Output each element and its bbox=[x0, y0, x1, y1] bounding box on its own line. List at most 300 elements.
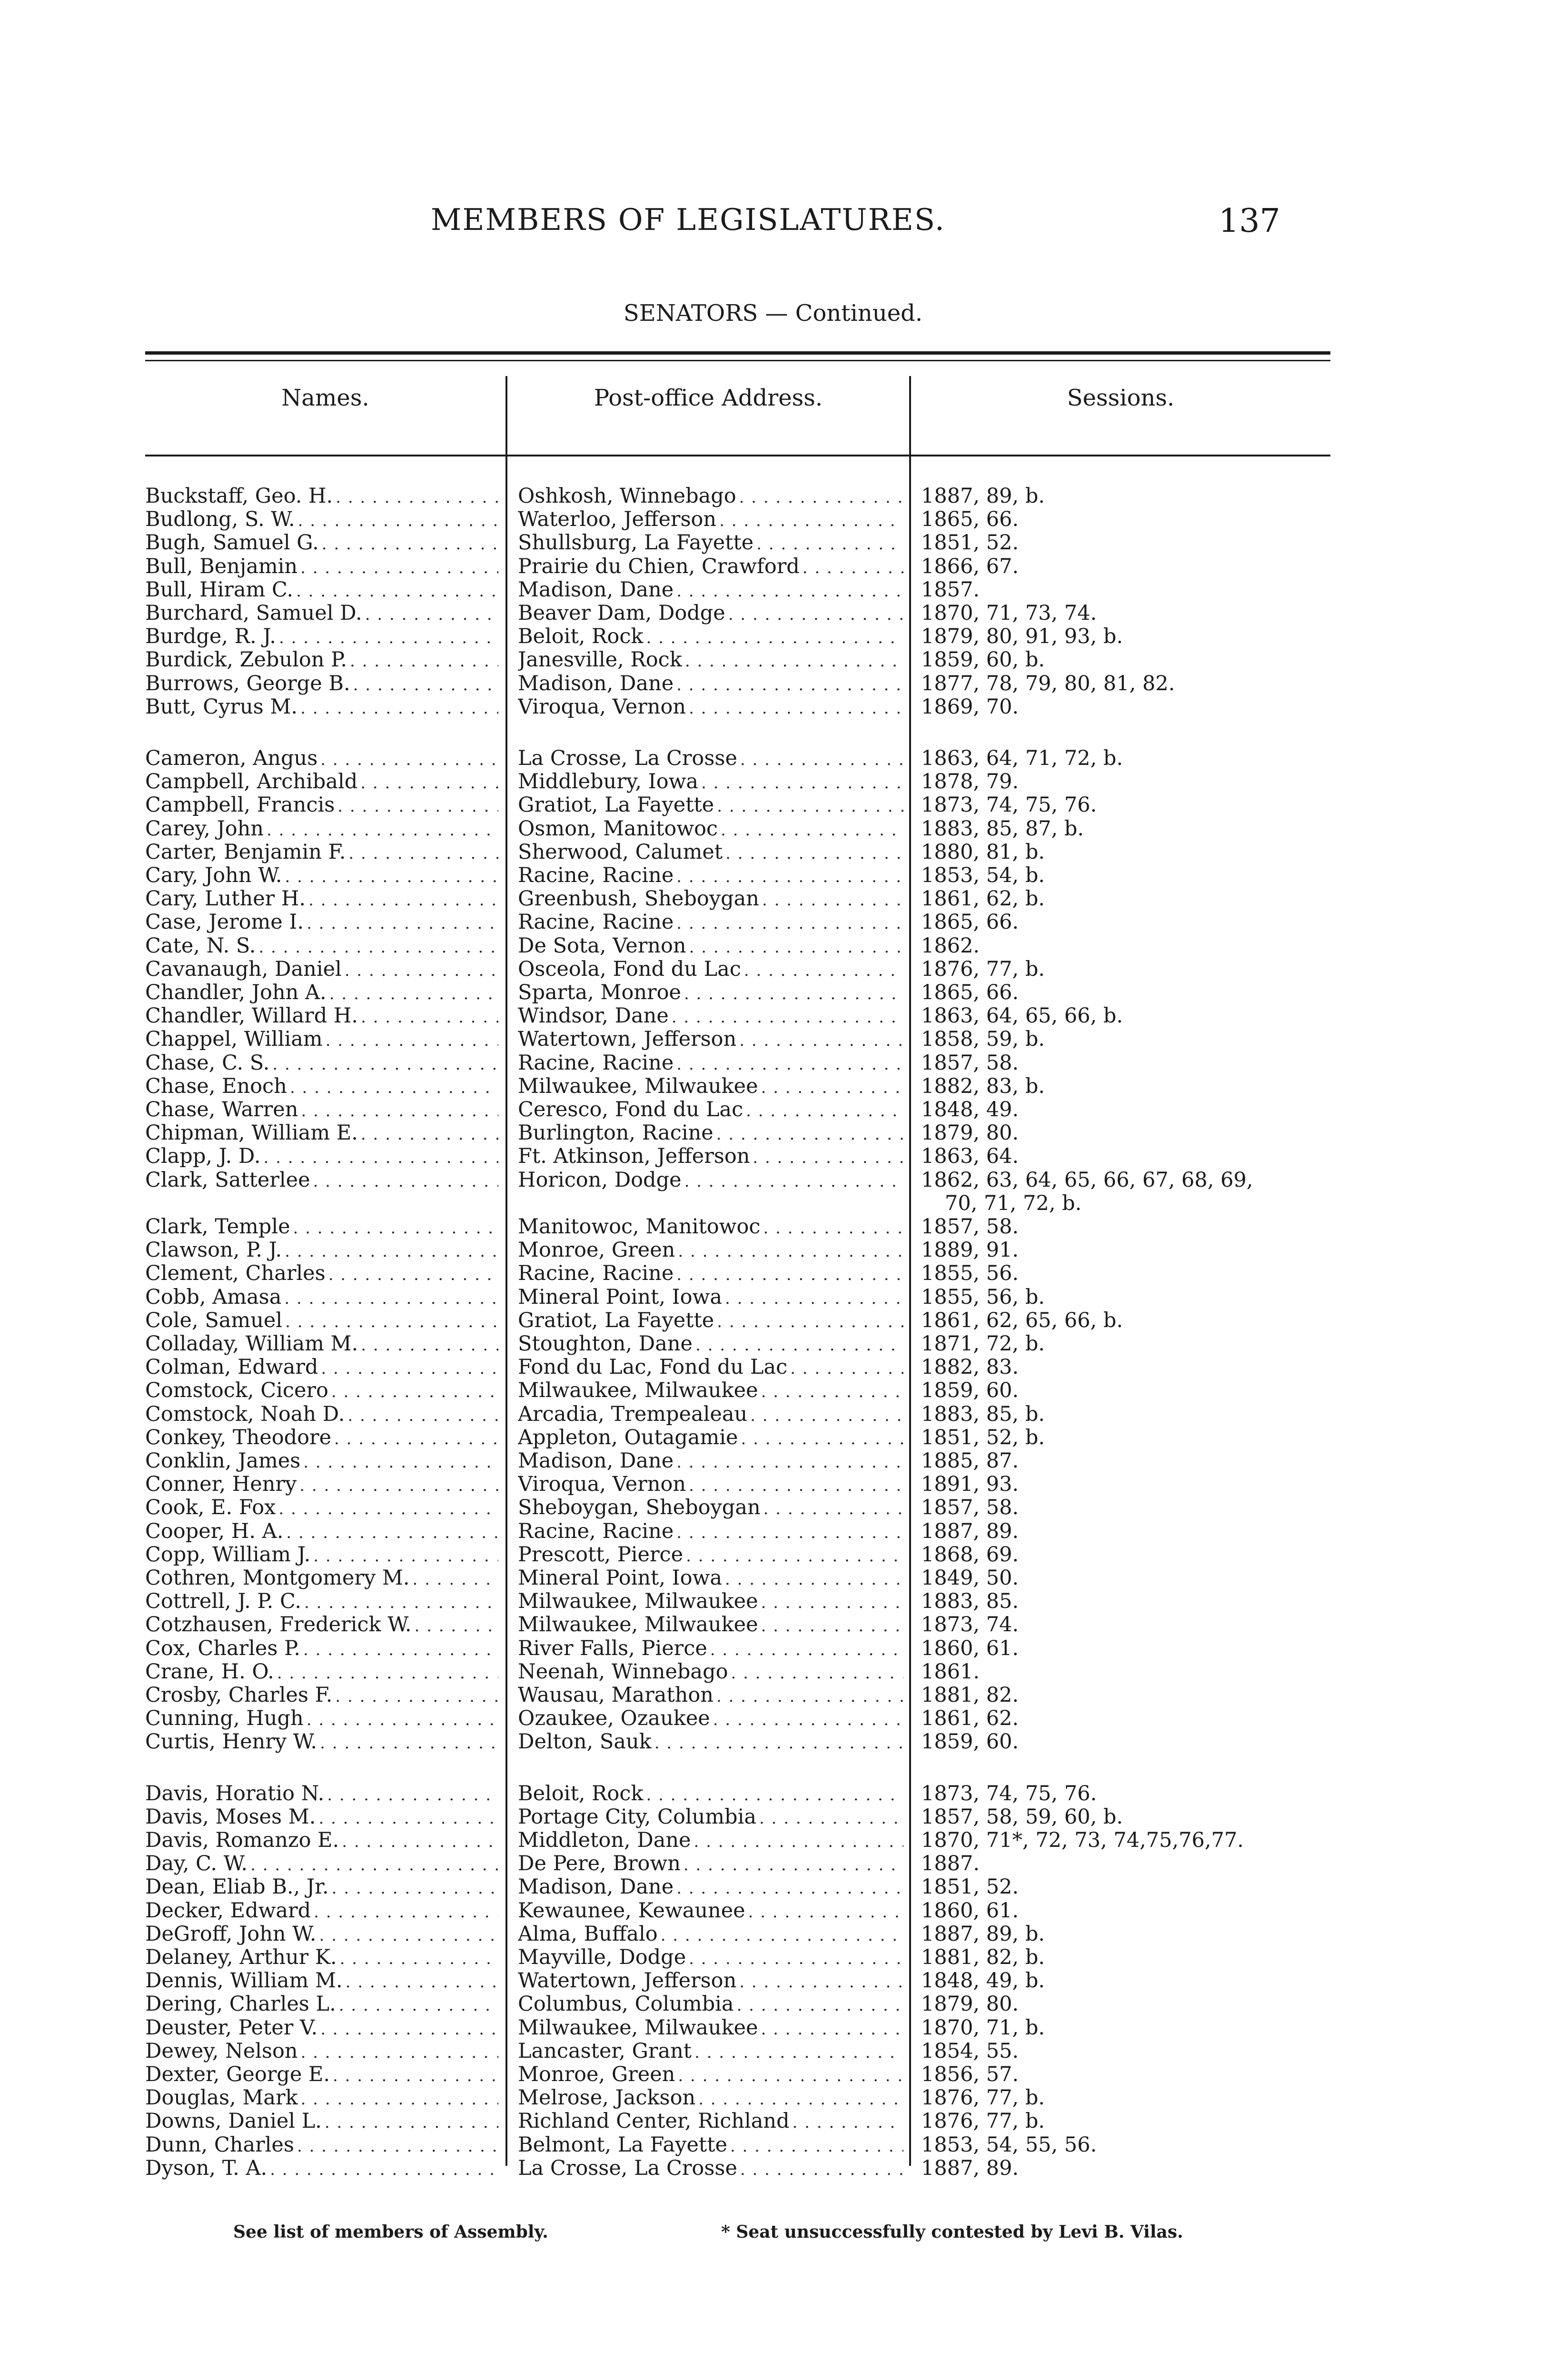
senator-name-text: Chase, Warren bbox=[145, 1098, 298, 1121]
senator-name-text: Clement, Charles bbox=[145, 1262, 326, 1286]
table-row bbox=[0, 1403, 1546, 1426]
senator-name-cell bbox=[145, 1590, 498, 1615]
sessions-cell bbox=[921, 1590, 1330, 1613]
post-office-address-text: Osmon, Manitowoc bbox=[518, 817, 718, 841]
sessions-text: 1855, 56, b. bbox=[921, 1285, 1045, 1309]
dot-leader bbox=[713, 1707, 903, 1732]
sessions-text: 1869, 70. bbox=[921, 694, 1019, 719]
running-head: MEMBERS OF LEGISLATURES. bbox=[431, 202, 945, 237]
sessions-cell bbox=[921, 981, 1330, 1004]
sessions-text: 1849, 50. bbox=[921, 1566, 1019, 1590]
dot-leader bbox=[689, 1473, 903, 1497]
senator-name-cell bbox=[145, 887, 498, 912]
sessions-cell bbox=[921, 770, 1330, 793]
dot-leader bbox=[684, 981, 903, 1006]
post-office-address-text: Shullsburg, La Fayette bbox=[518, 531, 754, 555]
post-office-address-text: Oshkosh, Winnebago bbox=[518, 485, 736, 508]
dot-leader bbox=[307, 911, 498, 935]
sessions-text: 1870, 71, 73, 74. bbox=[921, 601, 1097, 625]
senator-name-text: Davis, Horatio N. bbox=[145, 1782, 325, 1805]
sessions-text: 1857, 58. bbox=[921, 1215, 1019, 1239]
sessions-text: 1882, 83. bbox=[921, 1355, 1019, 1379]
senator-name-text: Crosby, Charles F. bbox=[145, 1684, 333, 1707]
senator-name-cell bbox=[145, 1145, 498, 1170]
dot-leader bbox=[321, 1356, 498, 1380]
dot-leader bbox=[278, 1496, 498, 1521]
dot-leader bbox=[739, 485, 903, 509]
post-office-address-cell bbox=[518, 531, 903, 556]
post-office-address-cell bbox=[518, 1946, 903, 1971]
sessions-text: 1873, 74, 75, 76. bbox=[921, 793, 1097, 817]
dot-leader bbox=[301, 1098, 498, 1123]
senator-name-cell bbox=[145, 1829, 498, 1854]
sessions-text: 1851, 52. bbox=[921, 531, 1019, 555]
post-office-address-text: De Sota, Vernon bbox=[518, 934, 686, 958]
dot-leader bbox=[415, 1613, 498, 1638]
dot-leader bbox=[365, 602, 498, 626]
sessions-cell bbox=[921, 911, 1330, 934]
sessions-cell bbox=[921, 1637, 1330, 1660]
post-office-address-text: Waterloo, Jefferson bbox=[518, 508, 717, 532]
post-office-address-text: Racine, Racine bbox=[518, 1262, 674, 1286]
post-office-address-cell bbox=[518, 2133, 903, 2158]
table-row bbox=[0, 1730, 1546, 1754]
sessions-text: 1859, 60, b. bbox=[921, 648, 1045, 672]
dot-leader bbox=[761, 1379, 903, 1404]
dot-leader bbox=[325, 2110, 498, 2134]
dot-leader bbox=[264, 1145, 498, 1170]
dot-leader bbox=[686, 1543, 903, 1568]
dot-leader bbox=[684, 1852, 903, 1877]
senator-name-text: Campbell, Archibald bbox=[145, 770, 358, 794]
post-office-address-text: Madison, Dane bbox=[518, 1449, 674, 1473]
post-office-address-cell bbox=[518, 887, 903, 912]
senator-name-text: Douglas, Mark bbox=[145, 2086, 298, 2110]
post-office-address-cell bbox=[518, 1707, 903, 1732]
senator-name-text: Buckstaff, Geo. H. bbox=[145, 485, 333, 508]
footnote-right: * Seat unsuccessfully contested by Levi B. Vilas. bbox=[721, 2222, 1183, 2242]
post-office-address-text: Alma, Buffalo bbox=[518, 1922, 658, 1946]
table-row bbox=[0, 1098, 1546, 1121]
table-row bbox=[0, 648, 1546, 672]
sessions-text: 1861. bbox=[921, 1659, 980, 1684]
top-rule-thick bbox=[145, 351, 1330, 355]
table-row bbox=[0, 1051, 1546, 1075]
post-office-address-text: Manitowoc, Manitowoc bbox=[518, 1215, 761, 1239]
sessions-cell bbox=[921, 1004, 1330, 1028]
senator-name-cell bbox=[145, 1730, 498, 1755]
sessions-text: 1887, 89, b. bbox=[921, 1922, 1045, 1946]
table-row bbox=[0, 1567, 1546, 1590]
senator-name-cell bbox=[145, 1473, 498, 1497]
sessions-text: 1862. bbox=[921, 933, 980, 958]
table-row bbox=[0, 1496, 1546, 1519]
sessions-text: 1883, 85. bbox=[921, 1589, 1019, 1614]
senator-name-cell bbox=[145, 911, 498, 935]
sessions-text: 1879, 80. bbox=[921, 1992, 1019, 2016]
senator-name-text: Cook, E. Fox bbox=[145, 1496, 276, 1520]
table-row-continuation bbox=[0, 1192, 1546, 1215]
table-row bbox=[0, 1543, 1546, 1567]
post-office-address-text: Sheboygan, Sheboygan bbox=[518, 1496, 761, 1520]
sessions-text: 1860, 61. bbox=[921, 1898, 1019, 1923]
dot-leader bbox=[676, 1262, 903, 1287]
post-office-address-text: Mayville, Dodge bbox=[518, 1946, 686, 1969]
dot-leader bbox=[763, 1496, 903, 1521]
senator-name-text: Cary, John W. bbox=[145, 864, 282, 887]
dot-leader bbox=[676, 1449, 903, 1474]
sessions-text: 1870, 71*, 72, 73, 74,75,76,77. bbox=[921, 1828, 1244, 1852]
dot-leader bbox=[347, 1403, 498, 1428]
sessions-text: 1866, 67. bbox=[921, 554, 1019, 578]
post-office-address-text: Gratiot, La Fayette bbox=[518, 793, 714, 817]
senator-name-text: Burdge, R. J. bbox=[145, 625, 276, 649]
post-office-address-text: Madison, Dane bbox=[518, 578, 674, 602]
post-office-address-cell bbox=[518, 1875, 903, 1900]
dot-leader bbox=[646, 1782, 903, 1807]
sessions-cell bbox=[921, 2040, 1330, 2063]
sessions-text: 1861, 62, 65, 66, b. bbox=[921, 1308, 1123, 1332]
sessions-cell bbox=[921, 1875, 1330, 1899]
senator-name-text: Davis, Moses M. bbox=[145, 1805, 316, 1829]
sessions-cell bbox=[921, 1684, 1330, 1707]
dot-leader bbox=[676, 578, 903, 603]
dot-leader bbox=[719, 508, 903, 533]
sessions-text: 1891, 93. bbox=[921, 1472, 1019, 1497]
dot-leader bbox=[684, 1169, 903, 1193]
senator-name-cell bbox=[145, 1875, 498, 1900]
senator-name-cell bbox=[145, 1286, 498, 1310]
senator-name-text: Campbell, Francis bbox=[145, 793, 335, 817]
sessions-cell bbox=[921, 817, 1330, 841]
post-office-address-text: Delton, Sauk bbox=[518, 1730, 652, 1754]
dot-leader bbox=[336, 485, 498, 509]
sessions-text: 1863, 64, 71, 72, b. bbox=[921, 746, 1123, 770]
senator-name-text: Budlong, S. W. bbox=[145, 508, 295, 532]
sessions-cell bbox=[921, 1426, 1330, 1449]
senator-name-text: Bull, Hiram C. bbox=[145, 578, 294, 602]
sessions-text: 1865, 66. bbox=[921, 507, 1019, 532]
table-row bbox=[0, 841, 1546, 864]
post-office-address-text: Portage City, Columbia bbox=[518, 1805, 756, 1829]
senator-name-text: Cobb, Amasa bbox=[145, 1285, 282, 1309]
senator-name-cell bbox=[145, 1262, 498, 1287]
post-office-address-cell bbox=[518, 864, 903, 889]
senator-name-text: Chappel, William bbox=[145, 1028, 323, 1051]
dot-leader bbox=[328, 1262, 498, 1287]
table-row bbox=[0, 793, 1546, 817]
dot-leader bbox=[740, 747, 903, 772]
senator-name-text: Cate, N. S. bbox=[145, 934, 256, 958]
dot-leader bbox=[279, 625, 498, 650]
dot-leader bbox=[803, 555, 903, 580]
senator-name-cell bbox=[145, 2040, 498, 2064]
dot-leader bbox=[300, 555, 498, 580]
table-row bbox=[0, 1169, 1546, 1192]
sessions-text: 1863, 64, 65, 66, b. bbox=[921, 1004, 1123, 1028]
post-office-address-cell bbox=[518, 958, 903, 982]
table-row bbox=[0, 1899, 1546, 1923]
post-office-address-text: Milwaukee, Milwaukee bbox=[518, 1590, 758, 1614]
dot-leader bbox=[672, 1004, 903, 1029]
table-row bbox=[0, 1215, 1546, 1239]
senator-name-cell bbox=[145, 1496, 498, 1521]
table-row bbox=[0, 578, 1546, 602]
sessions-cell bbox=[921, 1449, 1330, 1473]
sessions-text: 1860, 61. bbox=[921, 1636, 1019, 1660]
table-row bbox=[0, 1875, 1546, 1899]
sessions-cell bbox=[921, 1567, 1330, 1590]
dot-leader bbox=[793, 2110, 903, 2134]
sessions-text: 1882, 83, b. bbox=[921, 1074, 1045, 1098]
dot-leader bbox=[270, 2157, 498, 2182]
post-office-address-cell bbox=[518, 2086, 903, 2111]
top-rule-thin bbox=[145, 360, 1330, 361]
post-office-address-cell bbox=[518, 625, 903, 650]
dot-leader bbox=[694, 2040, 903, 2064]
post-office-address-cell bbox=[518, 508, 903, 533]
sessions-text: 1873, 74, 75, 76. bbox=[921, 1781, 1097, 1805]
sessions-cell bbox=[921, 864, 1330, 887]
table-row bbox=[0, 1286, 1546, 1309]
sessions-cell bbox=[921, 1543, 1330, 1567]
post-office-address-text: Watertown, Jefferson bbox=[518, 1028, 737, 1051]
dot-leader bbox=[293, 1215, 498, 1240]
post-office-address-text: Burlington, Racine bbox=[518, 1121, 714, 1145]
post-office-address-text: Racine, Racine bbox=[518, 911, 674, 934]
senator-name-text: Curtis, Henry W. bbox=[145, 1730, 317, 1754]
post-office-address-cell bbox=[518, 1590, 903, 1615]
table-row bbox=[0, 864, 1546, 887]
sessions-cell bbox=[921, 1403, 1330, 1426]
dot-leader bbox=[763, 1215, 903, 1240]
sessions-text: 1863, 64. bbox=[921, 1144, 1019, 1169]
dot-leader bbox=[346, 1969, 498, 1994]
post-office-address-cell bbox=[518, 1004, 903, 1029]
post-office-address-cell bbox=[518, 1923, 903, 1947]
senator-name-text: Dexter, George E. bbox=[145, 2063, 330, 2086]
post-office-address-text: Sherwood, Calumet bbox=[518, 840, 723, 864]
sessions-cell bbox=[921, 1496, 1330, 1519]
post-office-address-text: Racine, Racine bbox=[518, 1051, 674, 1075]
post-office-address-text: Madison, Dane bbox=[518, 1875, 674, 1899]
senator-name-cell bbox=[145, 958, 498, 982]
post-office-address-text: Watertown, Jefferson bbox=[518, 1969, 737, 1993]
table-row bbox=[0, 1805, 1546, 1829]
senator-name-text: Cole, Samuel bbox=[145, 1309, 283, 1332]
dot-leader bbox=[304, 1590, 498, 1615]
sessions-text: 1853, 54, 55, 56. bbox=[921, 2132, 1097, 2157]
sessions-cell bbox=[921, 1899, 1330, 1923]
table-row bbox=[0, 1028, 1546, 1051]
post-office-address-cell bbox=[518, 2016, 903, 2041]
senator-name-text: Dean, Eliab B., Jr. bbox=[145, 1875, 329, 1899]
post-office-address-cell bbox=[518, 1473, 903, 1497]
senator-name-text: Chase, Enoch bbox=[145, 1074, 287, 1098]
sessions-text: 1876, 77, b. bbox=[921, 957, 1045, 981]
dot-leader bbox=[739, 1969, 903, 1994]
table-row bbox=[0, 1946, 1546, 1969]
dot-leader bbox=[730, 2133, 903, 2158]
dot-leader bbox=[284, 1286, 498, 1310]
post-office-address-cell bbox=[518, 1309, 903, 1334]
dot-leader bbox=[761, 2016, 903, 2041]
post-office-address-cell bbox=[518, 1637, 903, 1662]
dot-leader bbox=[740, 2157, 903, 2182]
senator-name-text: Chandler, Willard H. bbox=[145, 1004, 358, 1028]
sessions-text: 1848, 49. bbox=[921, 1098, 1019, 1121]
senator-name-cell bbox=[145, 1332, 498, 1357]
senator-name-text: Case, Jerome I. bbox=[145, 911, 304, 934]
post-office-address-text: Prescott, Pierce bbox=[518, 1543, 684, 1567]
post-office-address-text: Milwaukee, Milwaukee bbox=[518, 1379, 758, 1403]
table-row bbox=[0, 1426, 1546, 1449]
senator-name-text: Chipman, William E. bbox=[145, 1121, 358, 1145]
post-office-address-text: Madison, Dane bbox=[518, 672, 674, 695]
senator-name-text: Comstock, Noah D. bbox=[145, 1402, 345, 1426]
table-row bbox=[0, 1262, 1546, 1285]
post-office-address-text: Beloit, Rock bbox=[518, 1782, 644, 1805]
senator-name-text: Burchard, Samuel D. bbox=[145, 602, 362, 625]
sessions-cell bbox=[921, 2157, 1330, 2180]
dot-leader bbox=[731, 1660, 904, 1685]
sessions-cell bbox=[921, 1730, 1330, 1754]
table-row bbox=[0, 1520, 1546, 1543]
senator-name-text: Chandler, John A. bbox=[145, 981, 327, 1004]
dot-leader bbox=[678, 2063, 903, 2088]
table-row bbox=[0, 2133, 1546, 2157]
sessions-text: 1870, 71, b. bbox=[921, 2015, 1045, 2040]
dot-leader bbox=[361, 1004, 498, 1029]
sessions-cell bbox=[921, 1309, 1330, 1332]
senator-name-cell bbox=[145, 1520, 498, 1545]
post-office-address-text: Viroqua, Vernon bbox=[518, 695, 686, 719]
sessions-text: 1856, 57. bbox=[921, 2063, 1019, 2086]
table-row bbox=[0, 1852, 1546, 1875]
senator-name-cell bbox=[145, 1379, 498, 1404]
post-office-address-cell bbox=[518, 1520, 903, 1545]
post-office-address-cell bbox=[518, 2040, 903, 2064]
sessions-cell bbox=[921, 1852, 1330, 1875]
dot-leader bbox=[725, 841, 903, 865]
dot-leader bbox=[299, 1473, 498, 1497]
sessions-cell bbox=[921, 1145, 1330, 1168]
senator-name-cell bbox=[145, 1543, 498, 1568]
sessions-text: 1887, 89, b. bbox=[921, 484, 1045, 508]
dot-leader bbox=[646, 625, 903, 650]
dot-leader bbox=[329, 981, 498, 1006]
table-row bbox=[0, 1660, 1546, 1684]
senator-name-text: Cameron, Angus bbox=[145, 747, 318, 770]
table-row bbox=[0, 1613, 1546, 1636]
senator-name-text: Conner, Henry bbox=[145, 1473, 297, 1497]
post-office-address-text: Prairie du Chien, Crawford bbox=[518, 555, 800, 578]
sessions-cell bbox=[921, 2063, 1330, 2086]
senator-name-text: Clawson, P. J. bbox=[145, 1239, 282, 1262]
senator-name-cell bbox=[145, 1356, 498, 1380]
senator-name-cell bbox=[145, 1946, 498, 1971]
table-row bbox=[0, 817, 1546, 841]
post-office-address-text: Sparta, Monroe bbox=[518, 981, 681, 1004]
post-office-address-cell bbox=[518, 1239, 903, 1263]
dot-leader bbox=[337, 793, 498, 818]
senator-name-cell bbox=[145, 508, 498, 533]
sessions-cell bbox=[921, 1215, 1330, 1239]
sessions-cell bbox=[921, 1923, 1330, 1946]
dot-leader bbox=[303, 1637, 498, 1662]
table-subtitle: SENATORS — Continued. bbox=[623, 300, 923, 327]
senator-name-text: Burrows, George B. bbox=[145, 672, 350, 695]
sessions-cell bbox=[921, 1262, 1330, 1285]
senator-name-cell bbox=[145, 1707, 498, 1732]
senator-name-text: Delaney, Arthur K. bbox=[145, 1946, 337, 1969]
senator-name-text: Clapp, J. D. bbox=[145, 1145, 261, 1169]
sessions-cell bbox=[921, 1239, 1330, 1262]
dot-leader bbox=[334, 1426, 498, 1451]
sessions-cell bbox=[921, 648, 1330, 672]
sessions-cell bbox=[921, 1829, 1330, 1852]
dot-leader bbox=[717, 1309, 903, 1334]
post-office-address-cell bbox=[518, 1852, 903, 1877]
post-office-address-text: Lancaster, Grant bbox=[518, 2039, 692, 2063]
post-office-address-text: Melrose, Jackson bbox=[518, 2086, 696, 2110]
senator-name-text: Dering, Charles L. bbox=[145, 1993, 336, 2016]
dot-leader bbox=[716, 1121, 903, 1146]
senator-name-text: Clark, Satterlee bbox=[145, 1168, 310, 1192]
sessions-cell bbox=[921, 1051, 1330, 1075]
senator-name-cell bbox=[145, 934, 498, 959]
post-office-address-cell bbox=[518, 672, 903, 697]
senator-name-cell bbox=[145, 1215, 498, 1240]
post-office-address-cell bbox=[518, 1899, 903, 1924]
post-office-address-text: Columbus, Columbia bbox=[518, 1993, 734, 2016]
senator-name-cell bbox=[145, 2110, 498, 2134]
dot-leader bbox=[762, 887, 903, 912]
senator-name-cell bbox=[145, 1075, 498, 1100]
senator-name-text: Dennis, William M. bbox=[145, 1969, 343, 1993]
senator-name-cell bbox=[145, 1637, 498, 1662]
senator-name-cell bbox=[145, 1051, 498, 1076]
sessions-cell bbox=[921, 793, 1330, 817]
sessions-cell bbox=[921, 2016, 1330, 2040]
sessions-cell bbox=[921, 625, 1330, 648]
post-office-address-text: Racine, Racine bbox=[518, 864, 674, 887]
senator-name-text: Decker, Edward bbox=[145, 1899, 311, 1923]
senator-name-cell bbox=[145, 817, 498, 842]
post-office-address-cell bbox=[518, 1075, 903, 1100]
table-row bbox=[0, 1379, 1546, 1402]
senator-name-text: Dunn, Charles bbox=[145, 2133, 294, 2157]
post-office-address-text: Wausau, Marathon bbox=[518, 1684, 714, 1707]
senator-name-cell bbox=[145, 1684, 498, 1708]
senator-name-cell bbox=[145, 602, 498, 626]
dot-leader bbox=[676, 1875, 903, 1900]
dot-leader bbox=[285, 1309, 498, 1334]
senator-name-cell bbox=[145, 1121, 498, 1146]
senator-name-text: Colladay, William M. bbox=[145, 1332, 358, 1356]
post-office-address-cell bbox=[518, 1121, 903, 1146]
senator-name-cell bbox=[145, 1567, 498, 1591]
senator-name-text: Cottrell, J. P. C. bbox=[145, 1590, 302, 1614]
sessions-text: 1854, 55. bbox=[921, 2039, 1019, 2063]
dot-leader bbox=[689, 1946, 903, 1971]
dot-leader bbox=[701, 770, 903, 795]
dot-leader bbox=[728, 602, 903, 626]
table-row bbox=[0, 958, 1546, 981]
post-office-address-cell bbox=[518, 770, 903, 795]
table-row bbox=[0, 1829, 1546, 1852]
post-office-address-text: La Crosse, La Crosse bbox=[518, 747, 737, 770]
